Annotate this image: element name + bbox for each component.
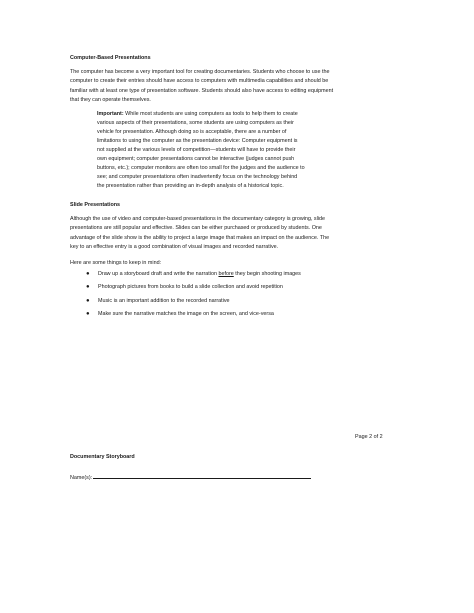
important-line: own equipment; computer presentations cannot be interactive (judges cannot push bbox=[97, 156, 295, 162]
important-text: While most students are using computers as tools to help them to create bbox=[123, 111, 298, 117]
list-item-text bbox=[98, 271, 301, 278]
bullet-icon: ● bbox=[86, 297, 90, 304]
tips-intro: Here are some things to keep in mind: bbox=[70, 260, 162, 266]
paragraph-line: that they can operate themselves. bbox=[70, 97, 151, 104]
important-line: the presentation rather than providing an in-depth analysis of a historical topic. bbox=[97, 183, 284, 189]
slide-presentations-paragraph bbox=[70, 215, 329, 253]
paragraph-line: The computer has become a very important tool for creating documentaries. Students who choose to use the bbox=[70, 69, 330, 75]
list-item-text: Photograph pictures from books to build a slide collection and avoid repetition bbox=[98, 284, 283, 291]
computer-presentations-paragraph bbox=[70, 68, 333, 106]
page-number: Page 2 of 2 bbox=[355, 434, 383, 440]
paragraph-line: key to an effective entry is a good combination of visual images and recorded narrative. bbox=[70, 244, 279, 251]
list-item-text-end: they begin shooting images bbox=[233, 271, 301, 277]
paragraph-line: presentations are still popular and effective. Slides can be either purchased or produced by students. One bbox=[70, 225, 322, 232]
name-blank-line[interactable] bbox=[93, 473, 311, 479]
computer-presentations-heading: Computer-Based Presentations bbox=[70, 55, 151, 61]
important-line: limitations to using the computer as the presentation device: Computer equipment is bbox=[97, 138, 298, 144]
storyboard-heading: Documentary Storyboard bbox=[70, 454, 135, 460]
bullet-icon: ● bbox=[86, 271, 90, 277]
bullet-icon: ● bbox=[86, 311, 90, 318]
list-item-text: Make sure the narrative matches the image on the screen, and vice-versa bbox=[98, 311, 274, 318]
important-line: not supplied at the various levels of competition—students will have to provide their bbox=[97, 147, 296, 153]
slide-presentations-heading: Slide Presentations bbox=[70, 202, 121, 208]
important-line: various aspects of their presentations, some students are using computers as their bbox=[97, 120, 294, 126]
name-field[interactable] bbox=[70, 473, 311, 481]
important-line: vehicle for presentation. Although doing so is acceptable, there are a number of bbox=[97, 129, 287, 135]
important-first-line bbox=[97, 110, 305, 119]
paragraph-line: computer to create their entries should have access to computers with multimedia capabilities and should be bbox=[70, 78, 329, 85]
list-item-text-start: Draw up a storyboard draft and write the narration bbox=[98, 271, 219, 277]
important-note bbox=[97, 110, 305, 191]
list-item-text: Music is an important addition to the recorded narrative bbox=[98, 297, 230, 304]
paragraph-line: familiar with at least one type of presentation software. Students should also have access to editing equipment bbox=[70, 87, 334, 94]
important-line: buttons, etc.); computer monitors are often too small for the judges and the audience to bbox=[97, 165, 305, 171]
bullet-icon: ● bbox=[86, 284, 90, 291]
important-label: Important: bbox=[97, 111, 124, 117]
important-line: see; and computer presentations often inadvertently focus on the technology behind bbox=[97, 174, 298, 180]
underlined-word: before bbox=[218, 271, 234, 277]
paragraph-line: Although the use of video and computer-based presentations in the documentary category is growing, slide bbox=[70, 216, 326, 222]
name-label: Name(s): bbox=[70, 475, 93, 481]
paragraph-line: advantage of the slide show is the ability to project a large image that makes an impact on the audience. The bbox=[70, 234, 330, 241]
